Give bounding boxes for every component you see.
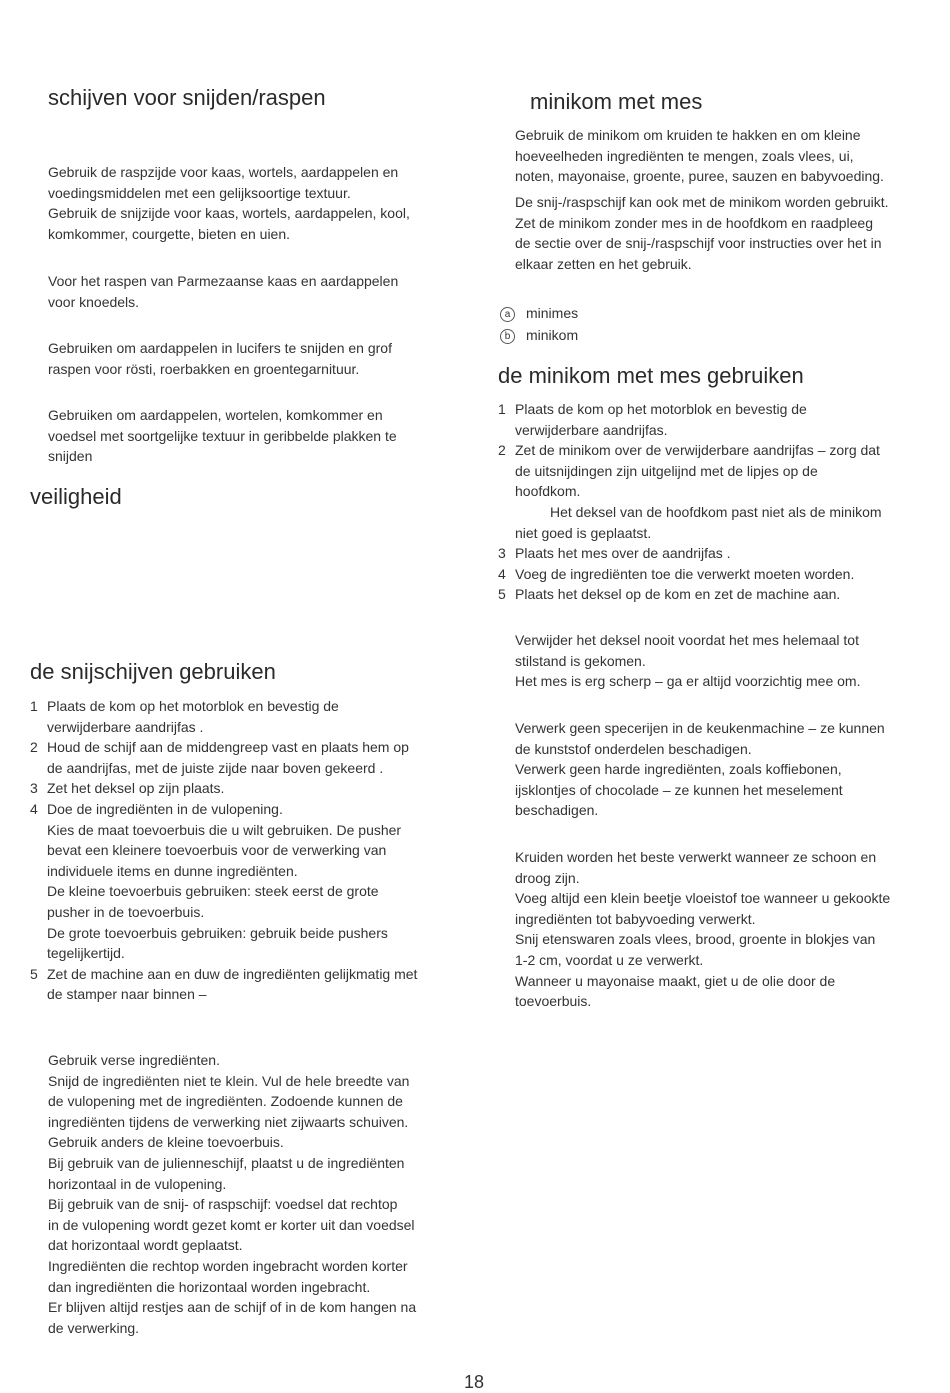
use-mini-steps <box>498 399 928 605</box>
part-item: a minimes <box>500 303 578 325</box>
part-marker: b <box>500 329 515 344</box>
disc-paragraph-3: Gebruiken om aardappelen in lucifers te snijden en grof raspen voor rösti, roerbakken en groentegarnituur. <box>48 340 392 377</box>
mini-warning-1: Verwijder het deksel nooit voordat het mes helemaal tot stilstand is gekomen. Het mes is erg scherp – ga er altijd voorzichtig mee om. <box>515 632 861 690</box>
mini-warning-2: Verwerk geen specerijen in de keukenmachine – ze kunnen de kunststof onderdelen beschadigen. Verwerk geen harde ingrediënten, zoals koffiebonen, ijsklontjes of chocolade – ze kunnen het meselement beschadigen. <box>515 720 885 819</box>
mini-tips: Kruiden worden het beste verwerkt wanneer ze schoon en droog zijn. Voeg altijd een klein beetje vloeistof toe wanneer u gekookte ingrediënten tot babyvoeding verwerkt. Snij etenswaren zoals vlees, brood, groente in blokjes van 1-2 cm, voordat u ze verwerkt. Wanneer u mayonaise maakt, giet u de olie door de toevoerbuis. <box>515 849 891 1010</box>
disc-paragraph-2: Voor het raspen van Parmezaanse kaas en aardappelen voor knoedels. <box>48 273 399 310</box>
mini-paragraph-2: De snij-/raspschijf kan ook met de minikom worden gebruikt. Zet de minikom zonder mes in de hoofdkom en raadpleeg de sectie over de snij-/raspschijf voor instructies over het in elkaar zetten en het gebruik. <box>515 194 889 272</box>
step-item: 3 Zet het deksel op zijn plaats. <box>30 780 225 797</box>
page-number: 18 <box>464 1372 485 1392</box>
step-item: 1 Plaats de kom op het motorblok en bevestig de verwijderbare aandrijfas . <box>30 698 339 735</box>
use-mini-title: de minikom met mes gebruiken <box>498 363 804 388</box>
disc-section-title: schijven voor snijden/raspen <box>48 85 326 110</box>
mini-paragraph-1: Gebruik de minikom om kruiden te hakken en om kleine hoeveelheden ingrediënten te mengen, zoals vlees, ui, noten, mayonaise, groente, puree, sauzen en babyvoeding. <box>515 127 884 185</box>
step-item: 2 Houd de schijf aan de middengreep vast en plaats hem op de aandrijfas, met de juiste zijde naar boven gekeerd . <box>30 739 409 776</box>
disc-tips: Gebruik verse ingrediënten. Snijd de ingrediënten niet te klein. Vul de hele breedte van de vulopening met de ingrediënten. Zodoende kunnen de ingrediënten tijdens de verwerking niet zijwaarts schuiven. Gebruik anders de kleine toevoerbuis. Bij gebruik van de julienneschijf, plaatst u de ingrediënten horizontaal in de vulopening. Bij gebruik van de snij- of raspschijf: voedsel dat rechtop in de vulopening wordt gezet komt er korter uit dan voedsel dat horizontaal wordt geplaatst. Ingrediënten die rechtop worden ingebracht worden korter dan ingrediënten die horizontaal worden ingebracht. Er blijven altijd restjes aan de schijf of in de kom hangen na de verwerking. <box>48 1052 417 1336</box>
step-item: 4 Voeg de ingrediënten toe die verwerkt moeten worden. <box>498 565 855 582</box>
step-item: 3 Plaats het mes over de aandrijfas . <box>498 545 731 562</box>
step-item: 2 Zet de minikom over de verwijderbare aandrijfas – zorg dat de uitsnijdingen zijn uitgelijnd met de lipjes op de hoofdkom. Het deksel van de hoofdkom past niet als de minikom niet goed is geplaatst. <box>498 442 882 541</box>
part-item: b minikom <box>500 325 578 347</box>
safety-title: veiligheid <box>30 484 122 509</box>
use-discs-title: de snijschijven gebruiken <box>30 659 276 684</box>
disc-paragraph-1: Gebruik de raspzijde voor kaas, wortels, aardappelen en voedingsmiddelen met een gelijksoortige textuur. Gebruik de snijzijde voor kaas, wortels, aardappelen, kool, komkommer, courgette, bieten en uien. <box>48 164 410 242</box>
step-item: 5 Zet de machine aan en duw de ingrediënten gelijkmatig met de stamper naar binnen – <box>30 965 418 1003</box>
step-item: 5 Plaats het deksel op de kom en zet de machine aan. <box>498 586 841 603</box>
disc-paragraph-4: Gebruiken om aardappelen, wortelen, komkommer en voedsel met soortgelijke textuur in geribbelde plakken te snijden <box>48 407 397 465</box>
parts-list <box>500 303 578 347</box>
step-item: 4 Doe de ingrediënten in de vulopening. Kies de maat toevoerbuis die u wilt gebruiken. De pusher bevat een kleinere toevoerbuis voor de verwerking van individuele items en dunne ingrediënten. De kleine toevoerbuis gebruiken: steek eerst de grote pusher in de toevoerbuis. De grote toevoerbuis gebruiken: gebruik beide pushers tegelijkertijd. <box>30 800 402 962</box>
mini-bowl-title: minikom met mes <box>530 89 703 114</box>
use-discs-steps <box>30 696 460 1005</box>
step-item: 1 Plaats de kom op het motorblok en bevestig de verwijderbare aandrijfas. <box>498 401 807 438</box>
part-marker: a <box>500 307 515 322</box>
